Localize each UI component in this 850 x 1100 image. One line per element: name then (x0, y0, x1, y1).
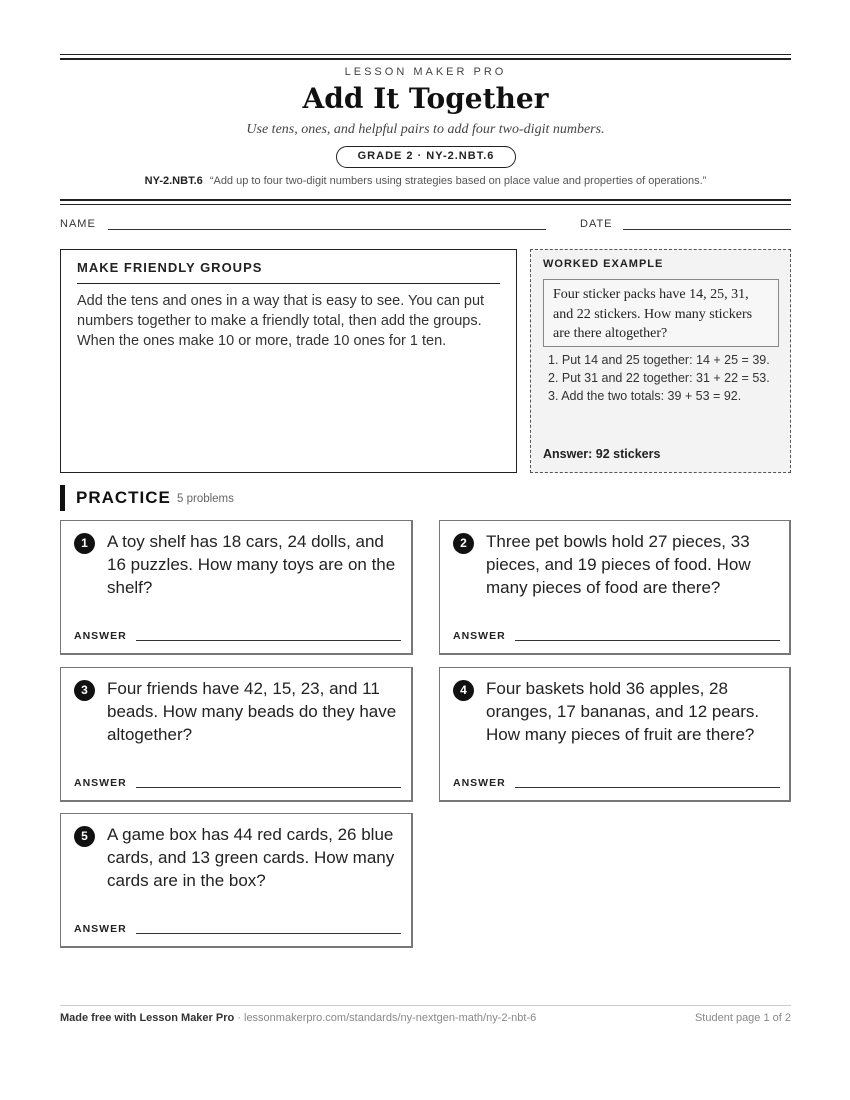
practice-accent-bar (60, 485, 65, 511)
section-rule-thick (60, 199, 791, 201)
standard-text: “Add up to four two-digit numbers using strategies based on place value and properties of operations.” (209, 175, 707, 187)
practice-problem-4 (439, 667, 791, 802)
header-rule-thick (60, 58, 791, 60)
answer-field[interactable] (136, 640, 401, 641)
problem-text: A toy shelf has 18 cars, 24 dolls, and 16 puzzles. How many toys are on the shelf? (107, 532, 396, 597)
answer-label: ANSWER (453, 630, 506, 642)
problem-number-badge: 5 (74, 826, 95, 847)
problem-text: Three pet bowls hold 27 pieces, 33 pieces, and 19 pieces of food. How many pieces of food are there? (486, 532, 751, 597)
worked-example-panel (530, 249, 791, 473)
practice-heading: PRACTICE (76, 488, 171, 507)
problem-text: A game box has 44 red cards, 26 blue cards, and 13 green cards. How many cards are in the box? (107, 825, 395, 890)
practice-problem-3 (60, 667, 413, 802)
answer-label: ANSWER (74, 630, 127, 642)
page-subtitle: Use tens, ones, and helpful pairs to add four two-digit numbers. (246, 122, 605, 137)
grade-standard-badge: GRADE 2 · NY-2.NBT.6 (336, 146, 516, 168)
problem-number-badge: 2 (453, 533, 474, 554)
worked-example-step: 3. Add the two totals: 39 + 53 = 92. (548, 389, 742, 403)
problem-text: Four baskets hold 36 apples, 28 oranges, 17 bananas, and 12 pears. How many pieces of fruit are there? (486, 679, 760, 744)
practice-count: 5 problems (177, 493, 234, 505)
header-rule (60, 54, 791, 55)
date-label: DATE (580, 218, 613, 230)
answer-field[interactable] (515, 787, 780, 788)
concept-panel (60, 249, 517, 473)
worked-example-step: 1. Put 14 and 25 together: 14 + 25 = 39. (548, 353, 770, 367)
brand-name: LESSON MAKER PRO (344, 66, 507, 78)
practice-problem-5 (60, 813, 413, 948)
answer-field[interactable] (515, 640, 780, 641)
section-rule (60, 204, 791, 205)
footer-made-with: Made free with Lesson Maker Pro (60, 1012, 235, 1024)
footer-page-number: Student page 1 of 2 (694, 1012, 791, 1024)
concept-heading: MAKE FRIENDLY GROUPS (77, 260, 500, 284)
problem-number-badge: 4 (453, 680, 474, 701)
worked-example-steps (543, 351, 779, 405)
concept-body: Add the tens and ones in a way that is easy to see. You can put numbers together to make a friendly total, then add the groups. When the ones make 10 or more, trade 10 ones for 1 ten. (77, 293, 485, 349)
footer-url[interactable]: · lessonmakerpro.com/standards/ny-nextgen-math/ny-2-nbt-6 (234, 1012, 537, 1024)
worked-example-step: 2. Put 31 and 22 together: 31 + 22 = 53. (548, 371, 770, 385)
date-field[interactable] (623, 229, 791, 230)
standard-description (60, 175, 791, 187)
worked-example-problem: Four sticker packs have 14, 25, 31, and 22 stickers. How many stickers are there altogether? (543, 279, 779, 347)
practice-problem-2 (439, 520, 791, 655)
problem-text: Four friends have 42, 15, 23, and 11 beads. How many beads do they have altogether? (107, 679, 397, 744)
answer-field[interactable] (136, 933, 401, 934)
answer-label: ANSWER (74, 923, 127, 935)
footer-rule (60, 1005, 791, 1006)
worked-example-heading: WORKED EXAMPLE (543, 258, 664, 270)
problem-number-badge: 3 (74, 680, 95, 701)
page-title: Add It Together (302, 82, 549, 115)
answer-label: ANSWER (453, 777, 506, 789)
name-field[interactable] (108, 229, 546, 230)
worked-example-answer: Answer: 92 stickers (543, 447, 661, 461)
practice-problem-1 (60, 520, 413, 655)
answer-field[interactable] (136, 787, 401, 788)
problem-number-badge: 1 (74, 533, 95, 554)
answer-label: ANSWER (74, 777, 127, 789)
footer-credit (60, 1012, 536, 1024)
standard-code: NY-2.NBT.6 (144, 175, 203, 187)
name-label: NAME (60, 218, 96, 230)
worksheet-page (60, 0, 791, 1100)
